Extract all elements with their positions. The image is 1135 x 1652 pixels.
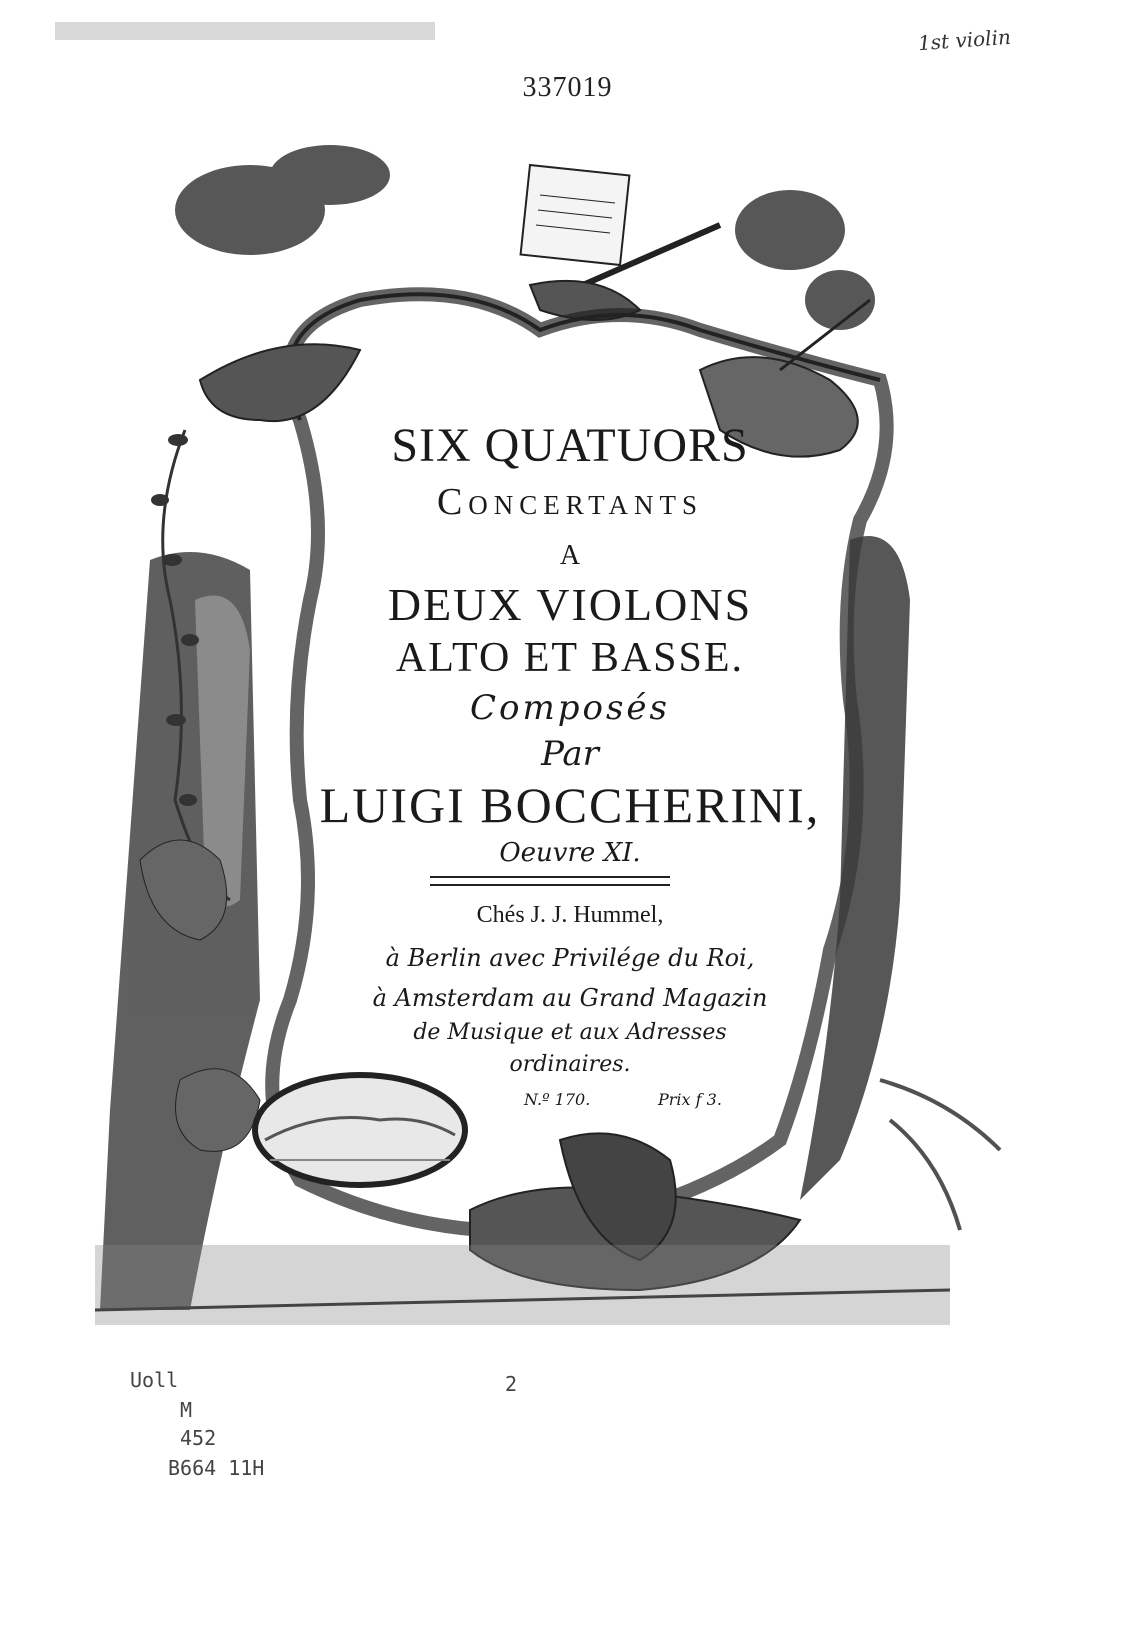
- plate-number: N.º 170.: [524, 1090, 591, 1109]
- music-sheet-and-flute: [521, 165, 720, 320]
- title-line-2: Concertants: [436, 481, 704, 523]
- left-scroll: [200, 344, 360, 421]
- page-mark: 2: [505, 1372, 518, 1396]
- landscape-vignette: [255, 1075, 465, 1185]
- publisher-line-1: Chés J. J. Hummel,: [476, 902, 664, 928]
- title-line-3: A: [559, 540, 581, 571]
- divider-rule: [430, 876, 670, 886]
- publisher-line-5: ordinaires.: [509, 1052, 631, 1077]
- title-line-5: ALTO ET BASSE.: [395, 635, 745, 681]
- shelfmark-line-3: 452: [180, 1426, 217, 1450]
- title-line-4: DEUX VIOLONS: [387, 579, 753, 630]
- title-line-1: SIX QUATUORS: [391, 419, 749, 472]
- title-line-7: Par: [541, 734, 599, 774]
- shelfmark-line-4: B664 11H: [168, 1456, 265, 1480]
- publisher-line-2: à Berlin avec Privilége du Roi,: [385, 944, 755, 972]
- publisher-line-4: de Musique et aux Adresses: [413, 1020, 727, 1045]
- stamp-smudge: [55, 22, 435, 40]
- opus-number: Oeuvre XI.: [499, 838, 641, 868]
- shelfmark-line-2: M: [180, 1398, 193, 1422]
- title-line-6: Composés: [470, 688, 670, 728]
- ground: [95, 1245, 950, 1325]
- accession-number: 337019: [522, 72, 613, 103]
- handwritten-note: 1st violin: [917, 24, 1012, 56]
- composer-name: LUIGI BOCCHERINI,: [319, 777, 821, 833]
- price: Prix f 3.: [658, 1090, 722, 1109]
- publisher-line-3: à Amsterdam au Grand Magazin: [372, 984, 768, 1012]
- shelfmark-line-1: Uoll: [130, 1368, 179, 1392]
